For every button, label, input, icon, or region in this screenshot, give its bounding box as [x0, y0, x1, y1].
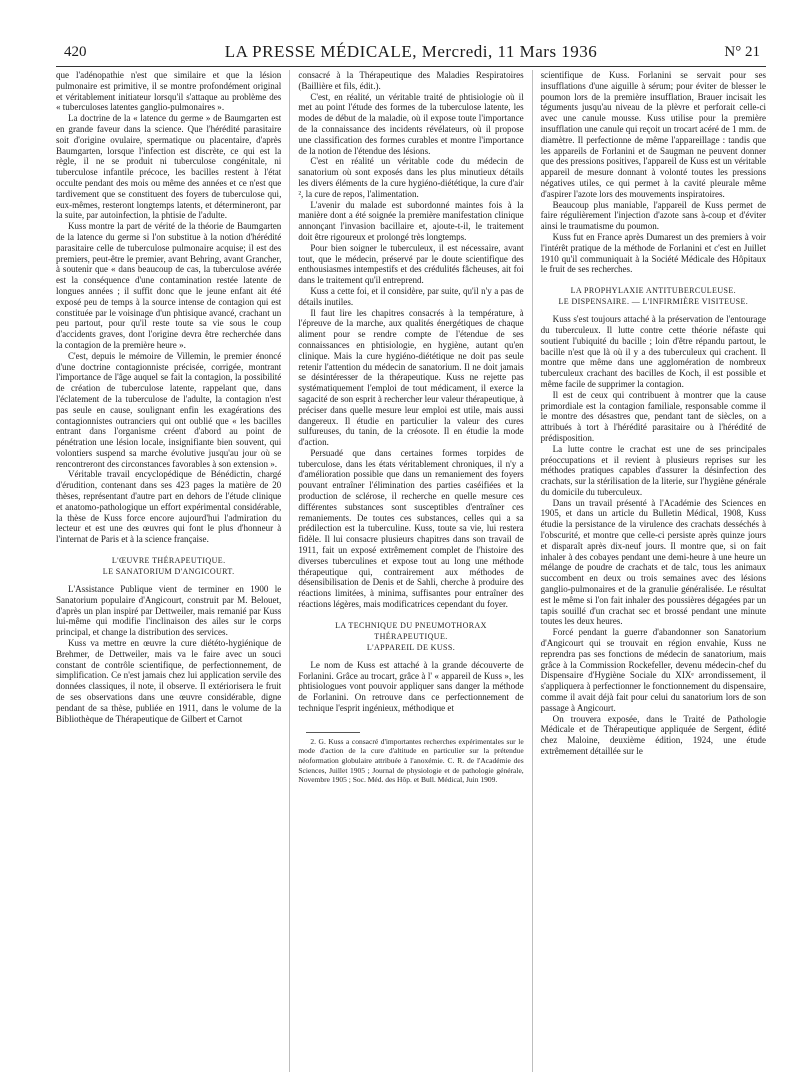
paragraph: C'est, depuis le mémoire de Villemin, le premier énoncé d'une doctrine contagionniste précisée, corrigée, montrant l'importance de l'âge auquel se fait la contagion, la possibilité de création de tuberculose latente, rappelant que, dans l'éclatement de la tuberculose de l'adulte, la contagion n'est pas seule en cause, soulignant enfin les exagérations des contagionnistes outranciers qui ont oublié que « les bacilles entrant dans l'organisme créent d'abord au point de pénétration une lésion locale, insignifiante bien souvent, qui volontiers suspend sa marche évolutive jusqu'au jour où se rencontreront des circonstances favorables à son extension ». [56, 350, 282, 469]
paragraph: Kuss fut en France après Dumarest un des premiers à voir l'intérêt pratique de la méthode de Forlanini et c'est en Juillet 1910 qu'il communiquait à la Société Médicale des Hôpitaux le fruit de ses recherches. [540, 231, 766, 275]
page-header [56, 38, 766, 68]
column-2 [289, 70, 523, 1072]
section-heading-line: LA PROPHYLAXIE ANTITUBERCULEUSE. [570, 286, 737, 296]
paragraph: consacré à la Thérapeutique des Maladies Respiratoires (Baillière et fils, édit.). [298, 70, 524, 91]
paragraph: La lutte contre le crachat est une de ses principales préoccupations et il revient à plusieurs reprises sur les méthodes pratiques capables d'assurer la désinfection des crachats, sur la stérilisation de la literie, sur l'hygiène générale du domicile du tuberculeux. [540, 443, 766, 497]
section-subheading-line: LE DISPENSAIRE. — L'INFIRMIÈRE VISITEUSE. [558, 297, 749, 307]
paragraph: C'est en réalité un véritable code du médecin de sanatorium où sont exposés dans les plus minutieux détails les divers éléments de la cure hygiéno-diététique, la cure d'air ², la cure de repos, l'alimentation. [298, 156, 524, 199]
section-heading [56, 555, 281, 577]
paragraph: que l'adénopathie n'est que similaire et que la lésion pulmonaire est primitive, il se montre profondément original et véritablement initiateur lorsqu'il s'attaque au problème des « tuberculoses latentes ganglio-pulmonaires ». [56, 70, 282, 113]
section-heading [541, 285, 766, 307]
paragraph: Persuadé que dans certaines formes torpides de tuberculose, dans les états véritablement chroniques, il n'y a d'amélioration possible que dans un remaniement des foyers pouvant entraîner l'élimination des parties caséifiées et la production de sclérose, il recherche en quelle mesure ces différentes substances sont susceptibles d'entraîner ces remaniements. De toutes ces substances, celles qui a sa prédilection est la tuberculine. Kuss, toute sa vie, lui restera fidèle. Il lui consacre plusieurs chapitres dans son travail de 1911, fait un exposé extrêmement complet de l'histoire des diverses tuberculines et expose tout au long une méthode thérapeutique qui, contrairement aux méthodes de désensibilisation de Denis et de Sahli, cherche à produire des réactions limitées, à minima, suffisantes pour entraîner des réactions légères, mais modificatrices cependant du foyer. [298, 447, 524, 610]
issue-number: N° 21 [724, 44, 760, 60]
paragraph: Il est de ceux qui contribuent à montrer que la cause primordiale est la contagion familiale, responsable comme il le montre des désastres que, pendant tant de siècles, on a attribués à tort à l'hérédité parasitaire ou à l'hérédité de prédisposition. [540, 389, 766, 443]
footnote-rule [306, 732, 360, 733]
page-number: 420 [64, 44, 87, 60]
article-columns [56, 70, 766, 1072]
section-heading-line: L'ŒUVRE THÉRAPEUTIQUE. [111, 556, 226, 566]
paragraph: Forcé pendant la guerre d'abandonner son Sanatorium d'Angicourt qui se trouvait en région envahie, Kuss ne reprendra pas ses fonctions de médecin de sanatorium, mais grâce à la Commission Rockefeller, devenu médecin-chef du Dispensaire d'Hygiène Sociale du XIXᵉ arrondissement, il s'appliquera à perfectionner le fonctionnement du dispensaire, comme il avait déjà fait pour celui du sanatorium lors de son passage à Angicourt. [540, 627, 766, 713]
section-subheading-line: L'APPAREIL DE KUSS. [366, 642, 456, 652]
paragraph: Beaucoup plus maniable, l'appareil de Kuss permet de faire régulièrement l'injection d'azote sans à-coup et d'éviter ainsi le traumatisme du poumon. [540, 199, 766, 232]
paragraph: L'avenir du malade est subordonné maintes fois à la manière dont a été soignée la première manifestation clinique annonçant l'invasion bacillaire et, ajoute-t-il, le traitement doit être rigoureux et prolongé très longtemps. [298, 199, 524, 242]
paragraph: On trouvera exposée, dans le Traité de Pathologie Médicale et de Thérapeutique appliquée de Sergent, édité chez Maloine, deuxième édition, 1924, une étude extrêmement détaillée sur le [540, 713, 766, 757]
paragraph: Kuss s'est toujours attaché à la préservation de l'entourage du tuberculeux. Il lutte contre cette théorie néfaste qui soutient l'ubiquité du bacille ; loin d'être répandu partout, le bacille n'est que là où il y a des tuberculeux qui crachent. Il montre que même dans une agglomération de nombreux tuberculeux crachant des bacilles de Koch, il est possible et même facile de supprimer la contagion. [540, 314, 766, 389]
paragraph: Véritable travail encyclopédique de Bénédictin, chargé d'érudition, contenant dans ses 423 pages la matière de 20 thèses, représentant d'autre part en dehors de l'étude clinique et anatomo-pathologique un effort expérimental considérable, la thèse de Kuss force encore aujourd'hui l'admiration du lecteur et est une des œuvres qui font le plus d'honneur à l'internat de Paris et à la science française. [56, 469, 282, 545]
paragraph: Il faut lire les chapitres consacrés à la température, à l'épreuve de la marche, aux qualités énergétiques de chaque aliment pour se rendre compte de l'étendue de ses connaissances en phtisiologie, en hygiène, autant qu'en clinique. Mais la cure hygiéno-diététique ne doit pas seule retenir l'attention du médecin de sanatorium. Il ne doit jamais se désintéresser de la thérapeutique. Kuss ne rejette pas systématiquement l'emploi de tout médicament, il exerce la sagacité de son esprit à rechercher leur valeur thérapeutique, à préciser dans quelle mesure leur emploi est utile, mais aussi dangereux. Il étudie en particulier la valeur des cures sulfureuses, du tanin, de la créosote. Il en étudie la mode d'action. [298, 307, 524, 448]
paragraph: C'est, en réalité, un véritable traité de phtisiologie où il met au point l'étude des formes de la tuberculose latente, les modes de début de la maladie, où il expose toute l'importance de la connaissance des incidents révélateurs, où il propose une classification des formes curables et montre l'importance de la notion de l'étendue des lésions. [298, 91, 524, 156]
footnote: 2. G. Kuss a consacré d'importantes recherches expérimentales sur le mode d'action de la cure d'altitude en particulier sur la prétendue néoformation globulaire attribuée à l'anoxémie. C. R. de l'Académie des Sciences, Juillet 1905 ; Journal de physiologie et de pathologie générale, Novembre 1905 ; Soc. Méd. des Hôp. et Bull. Médical, Juin 1909. [298, 736, 524, 785]
paragraph: Pour bien soigner le tuberculeux, il est nécessaire, avant tout, que le médecin, préservé par le doute scientifique des enthousiasmes intempestifs et des crédulités fâcheuses, ait foi dans le traitement qu'il entreprend. [298, 242, 524, 286]
paragraph: scientifique de Kuss. Forlanini se servait pour ses insufflations d'une aiguille à sérum; pour éviter de blesser le poumon lors de la première insufflation, Brauer incisait les téguments jusqu'au niveau de la plèvre et perforait celle-ci avec une canule mousse. Kuss utilise pour la première insufflation une canule qui reçoit un trocart acéré de 1 mm. de diamètre. Il perfectionne de même l'appareillage : tandis que les appareils de Forlanini et de Saugman ne peuvent donner que des pressions positives, l'appareil de Kuss est un véritable appareil de mesure donnant à volonté toutes les pressions négatives utiles, ce qui permet à la cavité pleurale même d'aspirer l'azote lors des mouvements inspiratoires. [540, 70, 766, 199]
paragraph: Le nom de Kuss est attaché à la grande découverte de Forlanini. Grâce au trocart, grâce à l' « appareil de Kuss », les phtisiologues vont pouvoir appliquer sans danger la méthode de Forlanini. On retrouve dans ce perfectionnement de technique l'esprit ingénieux, méthodique et [298, 659, 524, 714]
header-rule [56, 66, 766, 67]
column-3 [532, 70, 766, 1072]
paragraph: Kuss montre la part de vérité de la théorie de Baumgarten de la latence du germe si l'on substitue à la notion d'hérédité parasitaire celle de tuberculose pulmonaire acquise; il est des premiers, peut-être le premier, avant Behring, avant Grancher, à soutenir que « dans beaucoup de cas, la tuberculose avérée est la conséquence d'une contamination restée latente de longues années ; il suffit donc que le jeune enfant ait été exposé peu de temps à la source intense de contagion qui est constituée par le voisinage d'un phtisique avancé, crachant un peu partout, pour qu'il reste toute sa vie sous le coup d'accidents graves, dont l'origine devra être recherchée dans la contagion de la première heure ». [56, 221, 282, 350]
section-heading-line: LA TECHNIQUE DU PNEUMOTHORAX THÉRAPEUTIQUE. [335, 620, 487, 641]
paragraph: L'Assistance Publique vient de terminer en 1900 le Sanatorium populaire d'Angicourt, construit par M. Belouet, d'après un plan inspiré par Dettweiler, mais remanié par Kuss lui-même qui modifie l'inclinaison des ailes sur le corps principal, et change la distribution des services. [56, 584, 282, 638]
paragraph: Kuss a cette foi, et il considère, par suite, qu'il n'y a pas de détails inutiles. [298, 285, 524, 307]
masthead-title: LA PRESSE MÉDICALE, Mercredi, 11 Mars 1936 [224, 42, 598, 61]
paragraph: Dans un travail présenté à l'Académie des Sciences en 1905, et dans un article du Bulletin Médical, 1908, Kuss étudie la persistance de la virulence des crachats desséchés à l'obscurité, et montre que celle-ci persiste après quinze jours et disparaît après dix-neuf jours. Il montre que, si on fait inhaler à des cobayes pendant une demi-heure à une heure un mélange de poudre de crachats et de talc, tous les animaux succombent en deux ou trois semaines avec des lésions ganglio-pulmonaires et de la granulie généralisée. Le résultat est le même si l'on fait inhaler des poussières dégagées par un tapis souillé d'un crachat sec et brossé pendant une minute toutes les deux heures. [540, 497, 766, 627]
column-1 [56, 70, 281, 1072]
section-subheading-line: LE SANATORIUM D'ANGICOURT. [102, 567, 235, 577]
paragraph: Kuss va mettre en œuvre la cure diététo-hygiénique de Brehmer, de Dettweiler, mais va le faire avec un souci constant de contrôle scientifique, de perfectionnement, de simplification. Ce n'est jamais chez lui application servile des données classiques, il note, il observe. Il extériorisera le fruit de ses observations dans une œuvre considérable, digne pendant de sa thèse, publiée en 1911, dans le volume de la Bibliothèque de Thérapeutique de Gilbert et Carnot [56, 638, 282, 724]
section-heading [298, 620, 523, 653]
paragraph: La doctrine de la « latence du germe » de Baumgarten est en grande faveur dans la science. Que l'hérédité parasitaire soit d'origine ovulaire, spermatique ou placentaire, d'après Baumgarten, lorsque l'infection est discrète, ce qui est la règle, il ne se produit ni tuberculose congénitale, ni tuberculose infantile précoce, les bacilles restent à l'état occulte pendant des mois ou même des années et ce n'est que tardivement que se constituent des foyers de tuberculose qui, eux-mêmes, resteront longtemps latents, et détermineront, par la suite, par autoinfection, la phtisie de l'adulte. [56, 113, 282, 221]
